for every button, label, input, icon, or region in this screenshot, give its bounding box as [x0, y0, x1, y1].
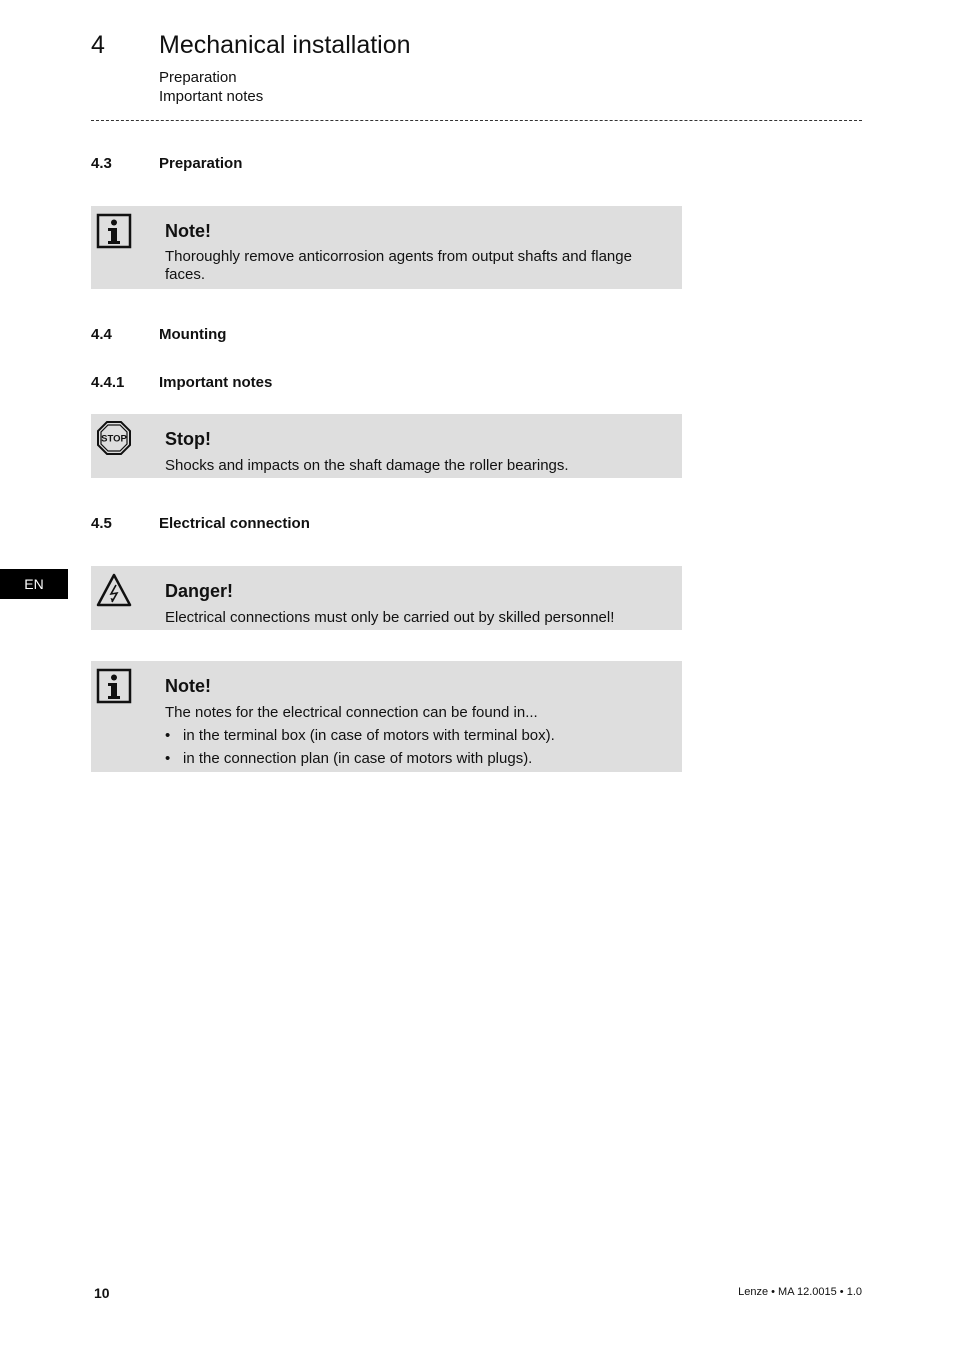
note-text: The notes for the electrical connection can be found in... — [165, 704, 538, 721]
section-number-4-5: 4.5 — [91, 515, 112, 532]
chapter-title: Mechanical installation — [159, 31, 411, 59]
section-number-4-4-1: 4.4.1 — [91, 374, 125, 391]
page-number: 10 — [94, 1285, 110, 1301]
chapter-number: 4 — [91, 31, 105, 59]
danger-title: Danger! — [165, 581, 234, 601]
header-divider — [91, 120, 862, 121]
info-icon — [96, 213, 132, 249]
list-item-text: in the terminal box (in case of motors with terminal box). — [183, 727, 555, 744]
section-title-electrical-connection: Electrical connection — [159, 515, 310, 532]
language-tab: EN — [0, 569, 68, 599]
svg-text:STOP: STOP — [101, 433, 127, 445]
note-title: Note! — [165, 676, 211, 696]
section-title-important-notes: Important notes — [159, 374, 273, 391]
section-number-4-3: 4.3 — [91, 155, 112, 172]
danger-box — [91, 566, 682, 630]
note-box-preparation — [91, 206, 682, 289]
bullet-icon: • — [165, 727, 171, 744]
stop-title: Stop! — [165, 429, 211, 449]
electric-hazard-icon — [96, 572, 132, 608]
danger-text: Electrical connections must only be carried out by skilled personnel! — [165, 609, 615, 626]
section-title-preparation: Preparation — [159, 155, 243, 172]
section-number-4-4: 4.4 — [91, 326, 112, 343]
list-item-text: in the connection plan (in case of motors with plugs). — [183, 750, 533, 767]
note-title: Note! — [165, 221, 211, 241]
document-reference: Lenze • MA 12.0015 • 1.0 — [738, 1286, 862, 1298]
bullet-icon: • — [165, 750, 171, 767]
stop-icon — [96, 420, 132, 456]
section-title-mounting: Mounting — [159, 326, 227, 343]
info-icon — [96, 668, 132, 704]
header-subtitle-preparation: Preparation — [159, 69, 237, 86]
stop-box — [91, 414, 682, 478]
list-item — [165, 727, 555, 744]
list-item — [165, 750, 532, 767]
stop-text: Shocks and impacts on the shaft damage the roller bearings. — [165, 457, 569, 474]
note-box-electrical — [91, 661, 682, 772]
header-subtitle-important-notes: Important notes — [159, 88, 264, 105]
note-text: Thoroughly remove anticorrosion agents from output shafts and flange faces. — [165, 248, 632, 283]
